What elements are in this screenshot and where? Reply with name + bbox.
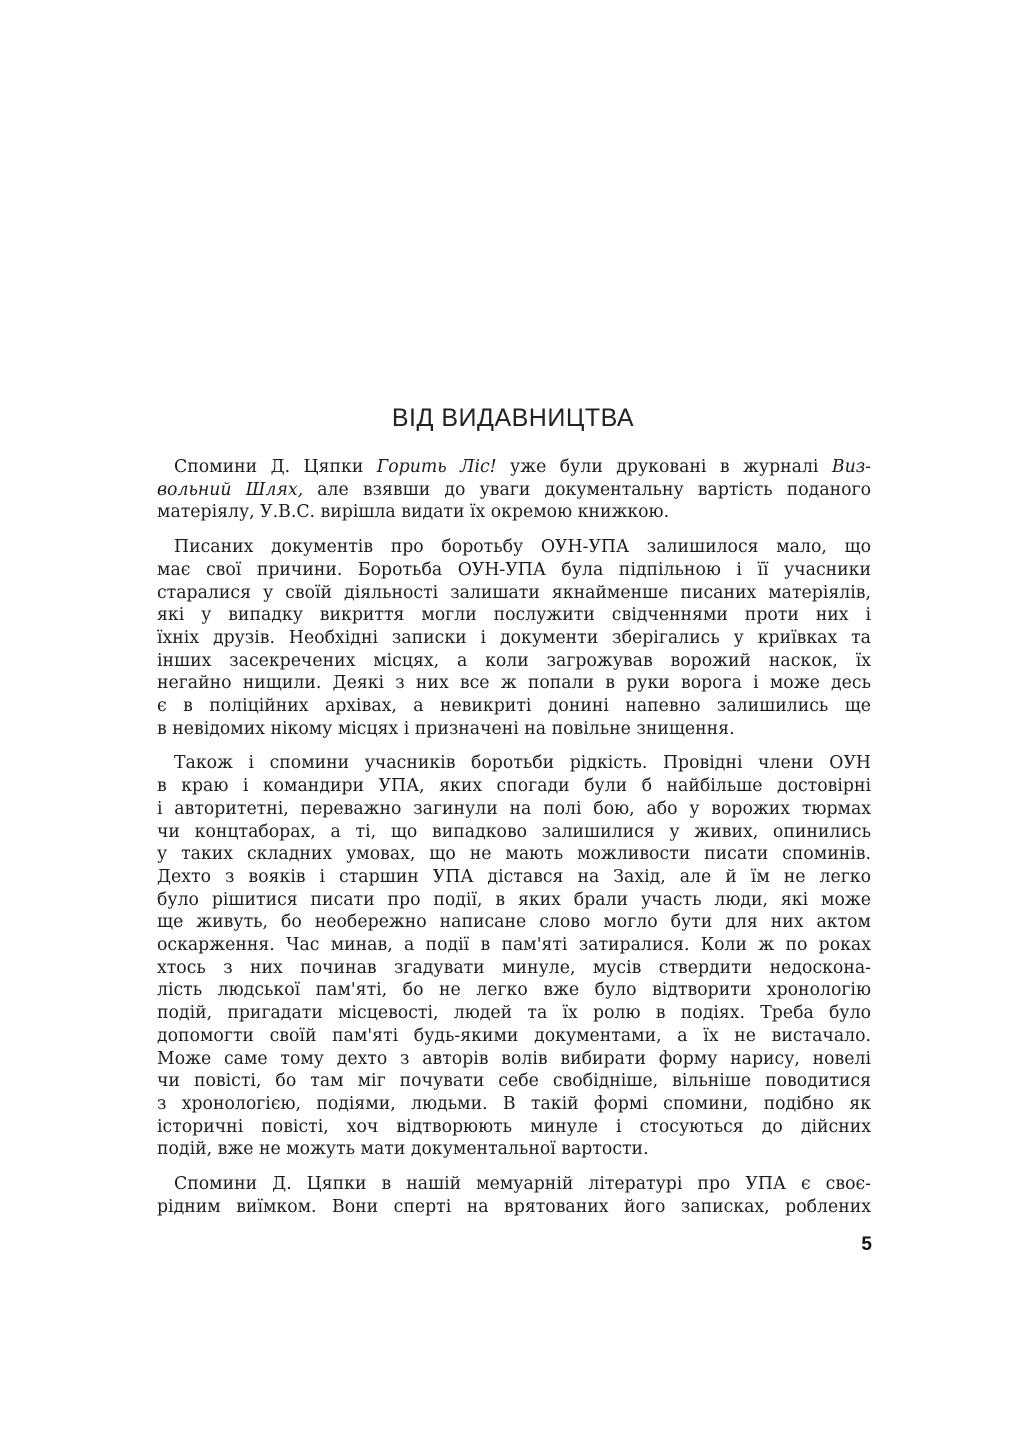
- text-line: хтось з них починав згадувати минуле, мусів ствердити недоскона-: [157, 957, 871, 978]
- text-run: але взявши до уваги документальну вартість поданого: [303, 479, 872, 500]
- text-line: Дехто з вояків і старшин УПА дістався на Захід, але й їм не легко: [157, 866, 871, 887]
- text-line: Також і спомини учасників боротьби рідкість. Провідні члени ОУН: [174, 753, 871, 774]
- journal-title-italic: Виз-: [831, 457, 871, 477]
- text-line: оскарження. Час минав, а події в пам'яті затиралися. Коли ж по роках: [157, 935, 871, 956]
- text-line: інших засекречених місцях, а коли загрожував ворожий наскок, їх: [157, 650, 871, 671]
- book-title-italic: Горить Ліс!: [376, 457, 497, 477]
- text-line: в краю і командири УПА, яких спогади були б найбільше достовірні: [157, 776, 871, 797]
- text-run: Спомини Д. Цяпки: [174, 457, 377, 477]
- text-line: ще живуть, бо необережно написане слово могло бути для них актом: [157, 912, 871, 933]
- text-line: [157, 456, 871, 479]
- text-line: у таких складних умовах, що не мають можливости писати споминів.: [157, 844, 871, 865]
- text-line: їхніх друзів. Необхідні записки і документи зберігались у криївках та: [157, 627, 871, 648]
- text-line: Писаних документів про боротьбу ОУН-УПА залишилося мало, що: [174, 537, 871, 558]
- text-run: уже були друковані в журналі: [496, 457, 832, 477]
- text-line: в невідомих нікому місцях і призначені на повільне знищення.: [157, 718, 735, 739]
- text-line: Може саме тому дехто з авторів волів вибирати форму нарису, новелі: [157, 1048, 871, 1069]
- paragraph-1: [157, 456, 871, 524]
- text-line: подій, вже не можуть мати документальної вартости.: [157, 1139, 649, 1160]
- text-line: має свої причини. Боротьба ОУН-УПА була підпільною і її учасники: [157, 559, 871, 580]
- text-line: лість людської пам'яті, бо не легко вже було відтворити хронологію: [157, 980, 871, 1001]
- text-line: рідним виїмком. Вони сперті на врятованих його записках, роблених: [157, 1196, 871, 1217]
- journal-title-italic: вольний Шлях,: [157, 479, 304, 500]
- text-line: допомогти своїй пам'яті будь-якими документами, а їх не вистачало.: [157, 1025, 871, 1046]
- text-line: і авторитетні, переважно загинули на полі бою, або у ворожих тюрмах: [157, 798, 871, 819]
- text-line: [157, 479, 871, 502]
- paragraph-3: [157, 752, 871, 1161]
- page-number: 5: [861, 1234, 872, 1255]
- text-line: є в поліційних архівах, а невикриті донині напевно залишились ще: [157, 696, 871, 717]
- text-line: чи повісті, бо там міг почувати себе свобідніше, вільніше поводитися: [157, 1071, 871, 1092]
- section-title: ВІД ВИДАВНИЦТВА: [391, 404, 635, 432]
- text-line: з хронологією, подіями, людьми. В такій формі спомини, подібно як: [157, 1093, 871, 1114]
- paragraph-4: [157, 1173, 871, 1218]
- text-line: Спомини Д. Цяпки в нашій мемуарній літературі про УПА є своє-: [174, 1174, 871, 1195]
- text-line: старалися у своїй діяльності залишати якнайменше писаних матеріялів,: [157, 582, 871, 603]
- text-line: чи концтаборах, а ті, що випадково залишилися у живих, опинились: [157, 821, 871, 842]
- text-line: було рішитися писати про події, в яких брали участь люди, які може: [157, 889, 871, 910]
- text-line: історичні повісті, хоч відтворюють минуле і стосуються до дійсних: [157, 1116, 871, 1137]
- body-text: [157, 456, 871, 1231]
- text-line: які у випадку викриття могли послужити свідченнями проти них і: [157, 605, 871, 626]
- text-line: матеріялу, У.В.С. вирішла видати їх окремою книжкою.: [157, 502, 670, 523]
- text-line: негайно нищили. Деякі з них все ж попали в руки ворога і може десь: [157, 673, 871, 694]
- paragraph-2: [157, 536, 871, 740]
- text-line: подій, пригадати місцевості, людей та їх ролю в подіях. Треба було: [157, 1003, 871, 1024]
